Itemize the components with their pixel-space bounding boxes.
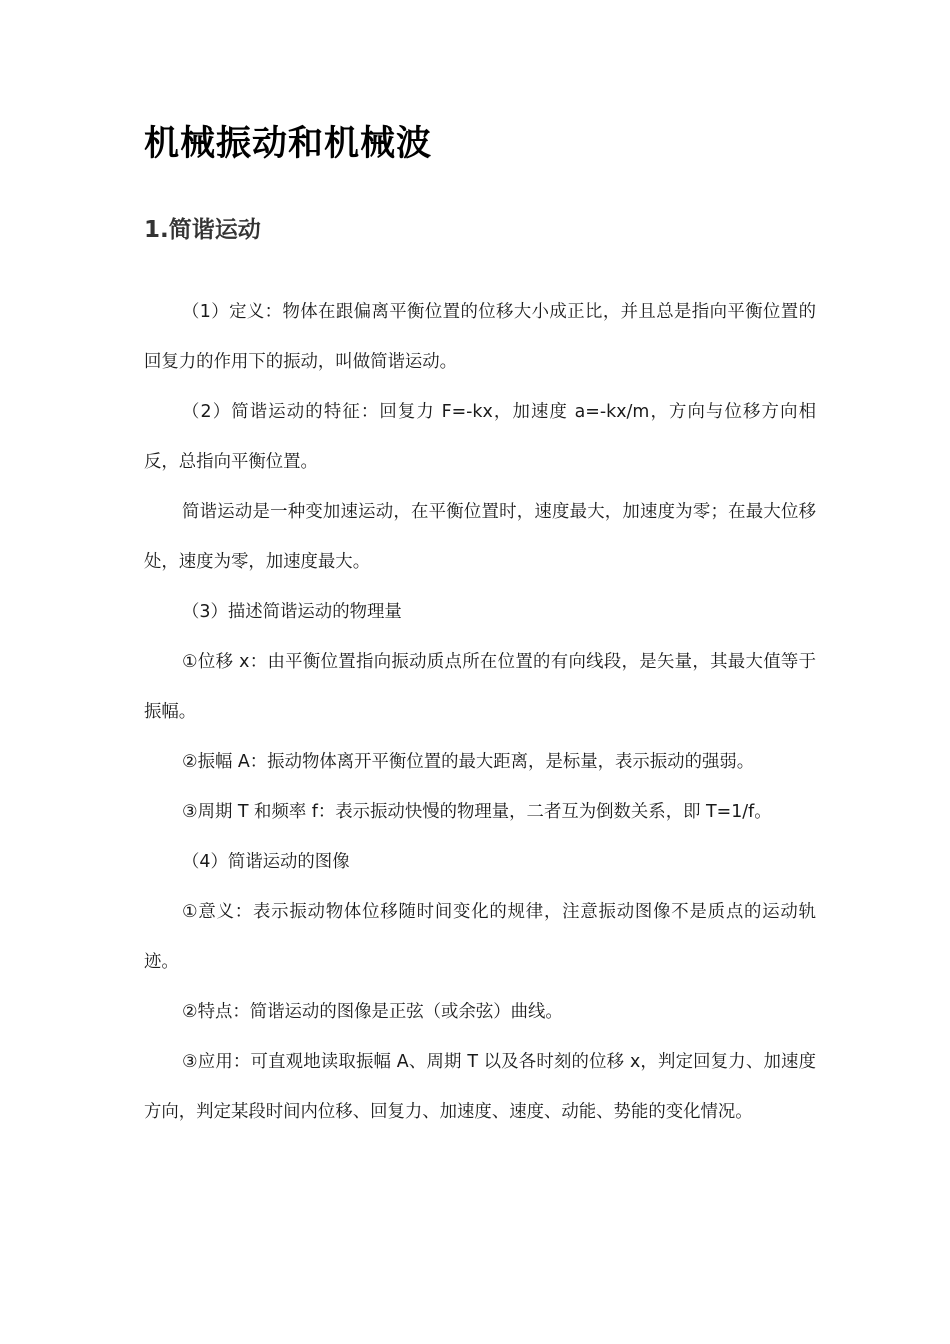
paragraph-variable-acceleration: 简谐运动是一种变加速运动，在平衡位置时，速度最大，加速度为零；在最大位移处，速度为零，加速度最大。 xyxy=(144,502,816,572)
paragraph-graph-feature: ②特点：简谐运动的图像是正弦（或余弦）曲线。 xyxy=(182,1002,563,1022)
paragraph-graph-heading: （4）简谐运动的图像 xyxy=(182,852,350,872)
paragraph-graph-application: ③应用：可直观地读取振幅 A、周期 T 以及各时刻的位移 x，判定回复力、加速度方向，判定某段时间内位移、回复力、加速度、速度、动能、势能的变化情况。 xyxy=(144,1052,816,1122)
paragraph-displacement: ①位移 x：由平衡位置指向振动质点所在位置的有向线段，是矢量，其最大值等于振幅。 xyxy=(144,652,816,722)
paragraph-period-frequency: ③周期 T 和频率 f：表示振动快慢的物理量，二者互为倒数关系，即 T=1/f。 xyxy=(182,802,772,822)
section-heading: 1.简谐运动 xyxy=(144,217,261,243)
paragraph-amplitude: ②振幅 A：振动物体离开平衡位置的最大距离，是标量，表示振动的强弱。 xyxy=(182,752,755,772)
paragraph-characteristics: （2）简谐运动的特征：回复力 F=-kx，加速度 a=-kx/m，方向与位移方向相反，总指向平衡位置。 xyxy=(144,402,816,472)
paragraph-quantities-heading: （3）描述简谐运动的物理量 xyxy=(182,602,402,622)
document-title: 机械振动和机械波 xyxy=(144,124,433,164)
document-body xyxy=(144,287,816,1137)
paragraph-graph-meaning: ①意义：表示振动物体位移随时间变化的规律，注意振动图像不是质点的运动轨迹。 xyxy=(144,902,816,972)
paragraph-definition: （1）定义：物体在跟偏离平衡位置的位移大小成正比，并且总是指向平衡位置的回复力的作用下的振动，叫做简谐运动。 xyxy=(144,302,816,372)
